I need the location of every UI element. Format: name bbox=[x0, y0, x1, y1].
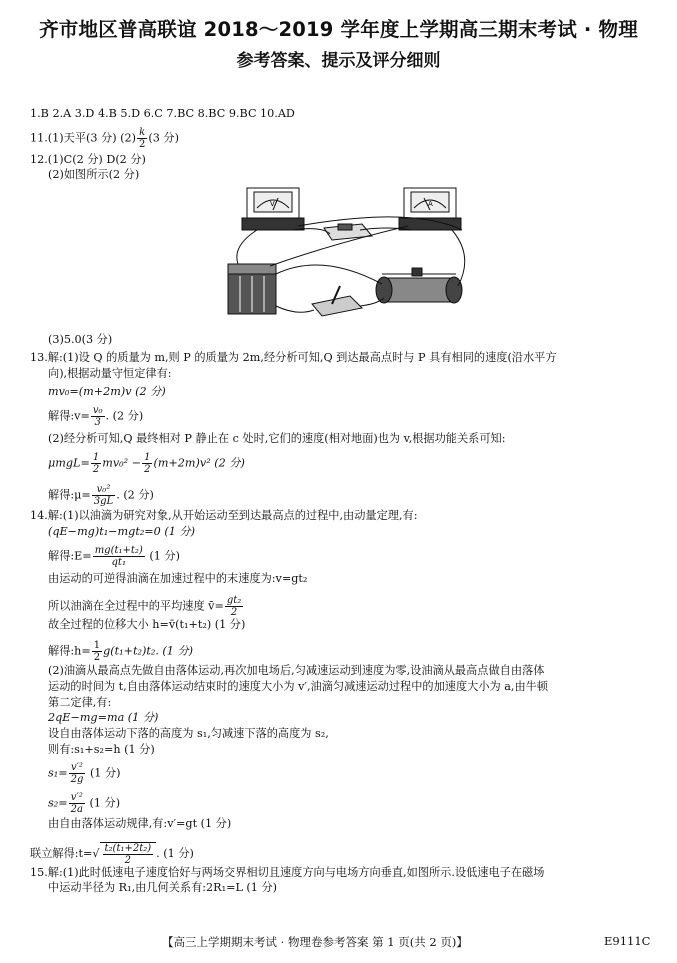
q13-line7 bbox=[48, 484, 154, 507]
q14-line2: (qE−mg)t₁−mgt₂=0 (1 分) bbox=[48, 525, 195, 538]
q14-s1-label: s₁= bbox=[48, 766, 68, 780]
q11-answer bbox=[30, 127, 179, 150]
q13-mu-denominator: 3gL bbox=[93, 496, 114, 507]
q15-line2: 中运动半径为 R₁,由几何关系有:2R₁=L (1 分) bbox=[48, 881, 278, 894]
q14-avg-fraction bbox=[225, 595, 243, 618]
q13-line5: (2)经分析可知,Q 最终相对 P 静止在 c 处时,它们的速度(相对地面)也为 v,根据功能关系可知: bbox=[48, 432, 506, 445]
q15-line1: 15.解:(1)此时低速电子速度恰好与两场交界相切且速度方向与电场方向垂直,如图所示.设低速电子在磁场 bbox=[30, 866, 545, 879]
rheostat-icon bbox=[376, 268, 462, 303]
half-denominator: 2 bbox=[93, 652, 101, 663]
ammeter-label: A bbox=[428, 200, 433, 208]
q14-line14 bbox=[48, 762, 121, 785]
q14-s2-fraction bbox=[69, 792, 85, 815]
q13-numerator: v₀ bbox=[92, 405, 103, 416]
q14-line9: 运动的时间为 t,自由落体运动结束时的速度大小为 v′,油滴匀减速运动过程中的加速度大小为 a,由牛顿 bbox=[48, 680, 549, 693]
q14-line1: 14.解:(1)以油滴为研究对象,从开始运动至到达最高点的过程中,由动量定理,有: bbox=[30, 509, 418, 522]
q14-line16: 由自由落体运动规律,有:v′=gt (1 分) bbox=[48, 817, 232, 830]
page-subtitle: 参考答案、提示及评分细则 bbox=[236, 51, 441, 71]
voltmeter-label: V bbox=[270, 200, 275, 208]
q14-h-half bbox=[92, 640, 102, 663]
q14-e-fraction bbox=[93, 545, 145, 568]
q14-avg-denominator: 2 bbox=[230, 607, 238, 618]
q14-s1-numerator: v′² bbox=[69, 762, 86, 774]
q13-mu-label: 解得:μ= bbox=[48, 488, 91, 502]
footer-text: 【高三上学期期末考试 · 物理卷参考答案 第 1 页(共 2 页)】 bbox=[162, 935, 468, 949]
q14-t-denominator: 2 bbox=[124, 855, 132, 866]
q13-half-1 bbox=[91, 452, 101, 475]
q13-mu-fraction bbox=[92, 484, 115, 507]
switch-icon bbox=[312, 286, 362, 316]
q14-avg-numerator: gt₂ bbox=[226, 595, 242, 606]
q13-half-2 bbox=[142, 452, 152, 475]
q14-line3 bbox=[48, 545, 180, 568]
q14-line13: 则有:s₁+s₂=h (1 分) bbox=[48, 743, 155, 756]
q11-numerator: k bbox=[137, 127, 147, 139]
footer-code: E9111C bbox=[604, 934, 651, 948]
half-numerator: 1 bbox=[144, 452, 151, 463]
q13-energy-rhs: (m+2m)v² (2 分) bbox=[153, 456, 245, 470]
q13-line6 bbox=[48, 452, 245, 475]
q12-part3: (3)5.0(3 分) bbox=[48, 333, 113, 346]
q13-line4 bbox=[48, 405, 143, 428]
q14-line7 bbox=[48, 640, 193, 663]
ammeter-icon bbox=[399, 188, 461, 230]
resistor-board-icon bbox=[324, 224, 372, 240]
q14-t-score: . (1 分) bbox=[156, 847, 194, 860]
q13-denominator: 3 bbox=[94, 417, 101, 428]
mc-answers: 1.B 2.A 3.D 4.B 5.D 6.C 7.BC 8.BC 9.BC 10.AD bbox=[30, 107, 295, 120]
q14-line15 bbox=[48, 792, 120, 815]
q12-part2: (2)如图所示(2 分) bbox=[48, 168, 140, 181]
q14-s2-denominator: 2a bbox=[70, 804, 83, 815]
q14-line4: 由运动的可逆得油滴在加速过程中的末速度为:v=gt₂ bbox=[48, 572, 308, 585]
q13-mu-score: . (2 分) bbox=[116, 488, 154, 502]
q14-t-label: 联立解得:t= bbox=[30, 847, 93, 860]
q13-line2: 向),根据动量守恒定律有: bbox=[48, 367, 172, 380]
q13-line1: 13.解:(1)设 Q 的质量为 m,则 P 的质量为 2m,经分析可知,Q 到达最高点时与 P 具有相同的速度(沿水平方 bbox=[30, 351, 557, 364]
q13-mu-numerator: v₀² bbox=[92, 484, 115, 496]
circuit-diagram bbox=[212, 186, 477, 326]
q14-s2-numerator: v′² bbox=[69, 792, 85, 804]
q14-e-denominator: qt₁ bbox=[111, 557, 126, 568]
q14-s2-score: (1 分) bbox=[89, 796, 121, 810]
q14-s2-label: s₂= bbox=[48, 796, 68, 810]
q14-s1-score: (1 分) bbox=[89, 766, 121, 780]
q14-avg-label: 所以油滴在全过程中的平均速度 v̄= bbox=[48, 599, 224, 613]
q14-line12: 设自由落体运动下落的高度为 s₁,匀减速下落的高度为 s₂, bbox=[48, 727, 329, 740]
q14-h-label: 解得:h= bbox=[48, 644, 91, 658]
q14-e-score: (1 分) bbox=[149, 549, 180, 563]
q14-line6: 故全过程的位移大小 h=v̄(t₁+t₂) (1 分) bbox=[48, 618, 246, 631]
q14-t-numerator: t₂(t₁+2t₂) bbox=[104, 843, 152, 854]
half-denominator: 2 bbox=[92, 464, 100, 475]
q11-text: 11.(1)天平(3 分) (2) bbox=[30, 131, 137, 145]
q13-fraction bbox=[91, 405, 105, 428]
q14-s1-denominator: 2g bbox=[70, 774, 84, 785]
q14-line10: 第二定律,有: bbox=[48, 696, 112, 709]
q11-fraction bbox=[137, 127, 147, 150]
q13-solve-label: 解得:v= bbox=[48, 409, 90, 423]
q12-part1: 12.(1)C(2 分) D(2 分) bbox=[30, 153, 146, 166]
page-title: 齐市地区普高联谊 2018～2019 学年度上学期高三期末考试 · 物理 bbox=[39, 18, 638, 41]
q13-score: . (2 分) bbox=[105, 409, 144, 423]
half-denominator: 2 bbox=[144, 464, 151, 475]
q14-line11: 2qE−mg=ma (1 分) bbox=[48, 711, 159, 724]
q14-e-label: 解得:E= bbox=[48, 549, 92, 563]
q14-t-fraction bbox=[103, 843, 154, 866]
voltmeter-icon bbox=[242, 188, 304, 230]
q14-t-radicand bbox=[100, 842, 157, 866]
q11-score: (3 分) bbox=[148, 131, 179, 145]
battery-icon bbox=[228, 264, 276, 314]
q14-line17 bbox=[30, 842, 194, 866]
sqrt-sign: √ bbox=[92, 847, 100, 860]
q14-s1-fraction bbox=[69, 762, 86, 785]
q13-line3: mv₀=(m+2m)v (2 分) bbox=[48, 385, 166, 398]
half-numerator: 1 bbox=[93, 640, 101, 651]
q14-e-numerator: mg(t₁+t₂) bbox=[94, 545, 143, 556]
q14-line8: (2)油滴从最高点先做自由落体运动,再次加电场后,匀减速运动到速度为零,设油滴从最高点做自由落体 bbox=[48, 664, 545, 677]
q11-denominator: 2 bbox=[139, 139, 146, 150]
q14-h-expr: g(t₁+t₂)t₂. (1 分) bbox=[103, 644, 194, 658]
half-numerator: 1 bbox=[92, 452, 100, 463]
q14-line5 bbox=[48, 595, 244, 618]
q13-energy-mid: mv₀² − bbox=[102, 456, 142, 470]
q13-energy-lhs: μmgL= bbox=[48, 456, 90, 470]
